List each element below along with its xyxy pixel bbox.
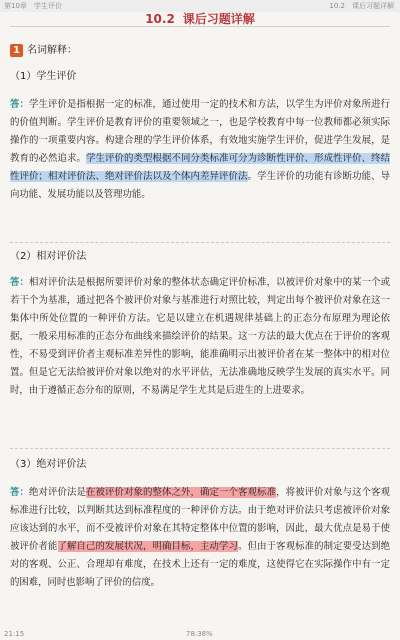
dashed-divider — [10, 448, 390, 449]
answer-text: ，将被评价对象与这个客观标准进行比较，以判断其达到标准程度的一种评价方法。由于绝对评价法只考虑被评价对象应该达到的水平，而不受被评价对象在其特定整体中位置的影响，因此，最大优点是易于使被评价者能 — [10, 487, 390, 552]
highlight-blue: 学生评价的类型根据不同分类标准可分为诊断性评价、形成性评价、终结性评价；相对评价法、绝对评价法以及个体内差异评价法 — [10, 153, 390, 182]
page-title — [0, 8, 400, 27]
term-answer-1 — [10, 96, 390, 204]
answer-label: 答： — [10, 99, 30, 110]
title-number: 10.2 — [145, 12, 175, 26]
answer-label: 答： — [10, 487, 30, 498]
reader-status-bar — [0, 626, 400, 640]
section-number-badge: 1 — [10, 44, 23, 57]
term-heading-3: （3）绝对评价法 — [10, 459, 87, 470]
highlight-red: 在被评价对象的整体之外，确定一个客观标准 — [86, 487, 277, 498]
title-divider — [10, 26, 390, 27]
term-answer-3 — [10, 484, 390, 592]
term-heading-2: （2）相对评价法 — [10, 251, 87, 262]
reading-progress: 78.38% — [186, 630, 213, 638]
title-text: 课后习题详解 — [182, 12, 255, 26]
section-title: 名词解释： — [27, 45, 77, 56]
answer-label: 答： — [10, 277, 30, 288]
answer-text: 相对评价法是根据所要评价对象的整体状态确定评价标准，以被评价对象中的某一个或若干个为基准，通过把各个被评价对象与基准进行对照比较，判定出每个被评价对象在这一集体中所处位置的一种评价方法。它是以建立在机遇规律基础上的正态分布原理为理论依据，一般采用标准的正态分布曲线来描绘评价的结果。这一方法的最大优点在于评价的客观性，不易受到评价者主观标准差异性的影响，能准确明示出被评价者在某一整体中的相对位置。但是它无法给被评价对象以绝对的水平评估，无法准确地反映学生发展的真实水平。同时，由于遵循正态分布的原则，不易满足学生尤其是后进生的上进要求。 — [10, 277, 390, 396]
answer-text: 学生评价是指根据一定的标准，通过使用一定的技术和方法，以学生为评价对象所进行的价值判断。学生评价是教育评价的重要领域之一，也是学校教育中每一位教师都必须实际操作的一项重要内容。构建合理的学生评价体系，有效地实施学生评价，促进学生发展，是教育的必然追求。 — [10, 99, 390, 164]
section-label: 10.2 课后习题详解 — [329, 2, 394, 10]
answer-text: 。但由于客观标准的制定要受达到绝对的客观、公正、合理却有难度，在技术上还有一定的难度，这使得它在实际操作中有一定的困难，同时也影响了评价的信度。 — [10, 541, 390, 588]
dashed-divider — [10, 242, 390, 243]
term-answer-2 — [10, 274, 390, 400]
highlight-red: 了解自己的发展状况，明确目标，主动学习 — [57, 541, 239, 552]
chapter-label: 第10章 学生评价 — [4, 2, 62, 10]
clock-label: 21:15 — [4, 630, 25, 638]
answer-text: 绝对评价法是 — [29, 487, 87, 498]
term-heading-1: （1）学生评价 — [10, 71, 77, 82]
answer-text: 。学生评价的功能有诊断功能、导向功能、发展功能以及管理功能。 — [10, 171, 390, 200]
